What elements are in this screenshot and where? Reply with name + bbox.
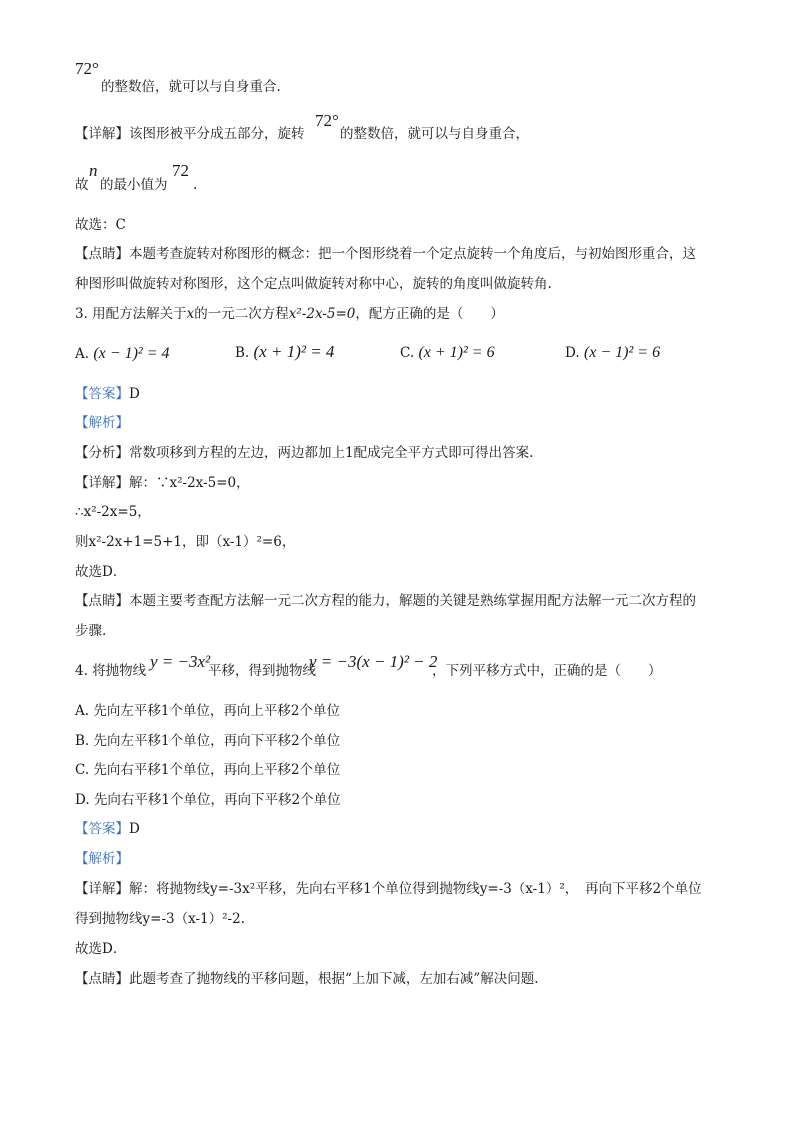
q4-option-a: A. 先向左平移1个单位，再向上平移2个单位: [75, 703, 341, 719]
so-end: .: [193, 177, 198, 193]
option-expr: (x − 1)² = 4: [93, 345, 170, 362]
option-expr: (x − 1)² = 6: [583, 344, 661, 361]
option-expr: (x + 1)² = 6: [418, 344, 495, 361]
q3-detail-2: ∴x²-2x=5，: [75, 504, 151, 520]
option-letter: A.: [75, 346, 90, 362]
q3-stem-a: 3. 用配方法解关于: [75, 306, 187, 322]
so-text-b: 的最小值为: [100, 177, 168, 193]
q4-option-c: C. 先向右平移1个单位，再向上平移2个单位: [75, 762, 341, 778]
q4-option-d: D. 先向右平移1个单位，再向下平移2个单位: [75, 792, 341, 808]
q4-answer: [75, 820, 140, 838]
option-letter: C.: [400, 345, 415, 361]
detail-tag: 【详解】: [75, 126, 129, 142]
q3-comment-2: 步骤.: [75, 623, 107, 639]
detail-text-a: 该图形被平分成五部分，旋转: [129, 126, 305, 142]
q3-analyze: [75, 444, 533, 462]
answer-tag: 【答案】: [75, 821, 129, 837]
prev-comment-2: 种图形叫做旋转对称图形，这个定点叫做旋转对称中心，旋转的角度叫做旋转角.: [75, 276, 552, 292]
prev-choice: 故选：C: [75, 217, 126, 233]
answer-tag: 【答案】: [75, 386, 129, 402]
q4-stem-b: 平移，得到抛物线: [208, 663, 316, 679]
q4-detail-3: 故选D．: [75, 941, 127, 957]
option-expr: (x + 1)² = 4: [253, 342, 335, 361]
comment-text-1: 本题考查旋转对称图形的概念：把一个图形绕着一个定点旋转一个角度后，与初始图形重合，这: [129, 246, 696, 262]
q3-detail-3: 则x²-2x+1=5+1，即（x-1）²=6，: [75, 534, 296, 550]
q3-answer: [75, 385, 140, 403]
q4-option-b: B. 先向左平移1个单位，再向下平移2个单位: [75, 733, 341, 749]
q3-stem-b: 的一元二次方程: [194, 306, 289, 322]
prev-line-1: 的整数倍，就可以与自身重合.: [101, 79, 281, 95]
option-letter: D.: [565, 345, 580, 361]
q4-stem-eq2: y = −3(x − 1)² − 2: [309, 652, 438, 671]
option-letter: B.: [235, 345, 250, 361]
comment-text-1: 此题考查了抛物线的平移问题，根据“上加下减，左加右减”解决问题.: [129, 971, 539, 987]
var-n: n: [89, 161, 98, 180]
q3-stem: [75, 305, 504, 323]
q3-stem-eq: x²-2x-5=0: [288, 306, 356, 322]
comment-text-1: 本题主要考查配方法解一元二次方程的能力，解题的关键是熟练掌握用配方法解一元二次方程的: [129, 593, 696, 609]
answer-value: D: [129, 821, 140, 837]
detail-text-1: 解：∵x²-2x-5=0，: [129, 475, 250, 491]
detail-tag: 【详解】: [75, 475, 129, 491]
angle-72-top: 72°: [75, 59, 99, 78]
prev-detail: [75, 125, 305, 143]
q4-analysis-tag: 【解析】: [75, 851, 129, 867]
q3-option-a: [75, 345, 170, 363]
comment-tag: 【点睛】: [75, 246, 129, 262]
q3-comment-1: [75, 592, 696, 610]
q4-detail-2: 得到抛物线y=-3（x-1）²-2.: [75, 911, 245, 927]
answer-value: D: [129, 386, 140, 402]
comment-tag: 【点睛】: [75, 971, 129, 987]
analyze-text: 常数项移到方程的左边，两边都加上1配成完全平方式即可得出答案.: [129, 445, 534, 461]
detail-tag: 【详解】: [75, 881, 129, 897]
q3-option-d: [565, 344, 660, 362]
q4-stem-eq1: y = −3x²: [150, 652, 211, 671]
q3-stem-c: ，配方正确的是（ ）: [355, 306, 504, 322]
comment-tag: 【点睛】: [75, 593, 129, 609]
q4-stem-c: ，下列平移方式中，正确的是（ ）: [432, 663, 662, 679]
detail-text-1: 解：将抛物线y=-3x²平移，先向右平移1个单位得到抛物线y=-3（x-1）²， 再向下平移2个单位: [129, 881, 702, 897]
q4-stem-a: 4. 将抛物线: [75, 663, 147, 679]
value-72: 72: [172, 161, 189, 180]
detail-text-b: 的整数倍，就可以与自身重合，: [340, 126, 529, 142]
q3-detail-1: [75, 474, 250, 492]
q3-option-b: [235, 343, 334, 362]
q3-stem-x: x: [186, 306, 195, 322]
so-text-a: 故: [75, 177, 89, 193]
analyze-tag: 【分析】: [75, 445, 129, 461]
prev-comment-1: [75, 245, 696, 263]
q3-detail-4: 故选D．: [75, 564, 127, 580]
angle-72-detail: 72°: [315, 111, 339, 130]
q4-comment-1: [75, 970, 539, 988]
q4-detail-1: [75, 880, 702, 898]
q3-option-c: [400, 344, 495, 362]
q3-analysis-tag: 【解析】: [75, 415, 129, 431]
